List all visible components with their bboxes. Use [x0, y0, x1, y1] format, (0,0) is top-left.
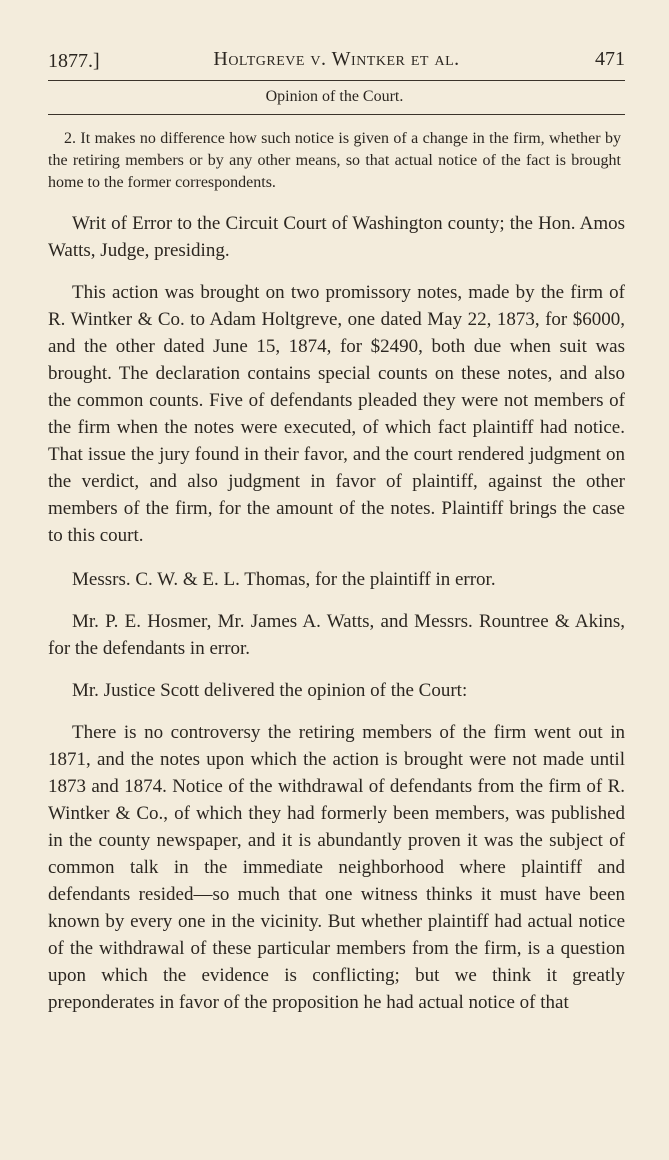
year-label: 1877.]: [48, 50, 100, 72]
section-rule: [48, 114, 625, 115]
opinion-paragraph: There is no controversy the retiring members of the firm went out in 1871, and the notes upon which the action is brought were not made until 1873 and 1874. Notice of the withdrawal of defendants from the firm of R. Wintker & Co., of which they had formerly been members, was published in the county newspaper, and it is abundantly proven it was the subject of common talk in the immediate neighborhood where plaintiff and defendants resided—so much that one witness thinks it must have been known by every one in the vicinity. But whether plaintiff had actual notice of the withdrawal of these particular members from the firm, is a question upon which the evidence is conflicting; but we think it greatly preponderates in favor of the proposition he had actual notice of that: [48, 722, 625, 1013]
case-title: Holtgreve v. Wintker et al.: [213, 48, 460, 70]
plaintiff-counsel: Messrs. C. W. & E. L. Thomas, for the plaintiff in error.: [72, 569, 496, 590]
section-label: Opinion of the Court.: [265, 88, 404, 105]
header-rule: [48, 80, 625, 81]
writ-paragraph: Writ of Error to the Circuit Court of Washington county; the Hon. Amos Watts, Judge, presiding.: [48, 213, 625, 261]
facts-paragraph: This action was brought on two promissory notes, made by the firm of R. Wintker & Co. to Adam Holtgreve, one dated May 22, 1873, for $6000, and the other dated June 15, 1874, for $2490, both due when suit was brought. The declaration contains special counts on these notes, and also the common counts. Five of defendants pleaded they were not members of the firm when the notes were executed, of which fact plaintiff had notice. That issue the jury found in their favor, and the court rendered judgment on the verdict, and also judgment in favor of plaintiff, against the other members of the firm, for the amount of the notes. Plaintiff brings the case to this court.: [48, 282, 625, 546]
headnote: 2. It makes no difference how such notice is given of a change in the firm, whether by the retiring members or by any other means, so that actual notice of the fact is brought home to the former correspondents.: [48, 130, 621, 191]
page-number: 471: [595, 48, 625, 70]
opinion-body: [48, 210, 625, 1033]
delivery-line: Mr. Justice Scott delivered the opinion of the Court:: [72, 680, 468, 701]
running-header: [48, 46, 625, 74]
defendant-counsel: Mr. P. E. Hosmer, Mr. James A. Watts, and Messrs. Rountree & Akins, for the defendants in error.: [48, 611, 625, 659]
